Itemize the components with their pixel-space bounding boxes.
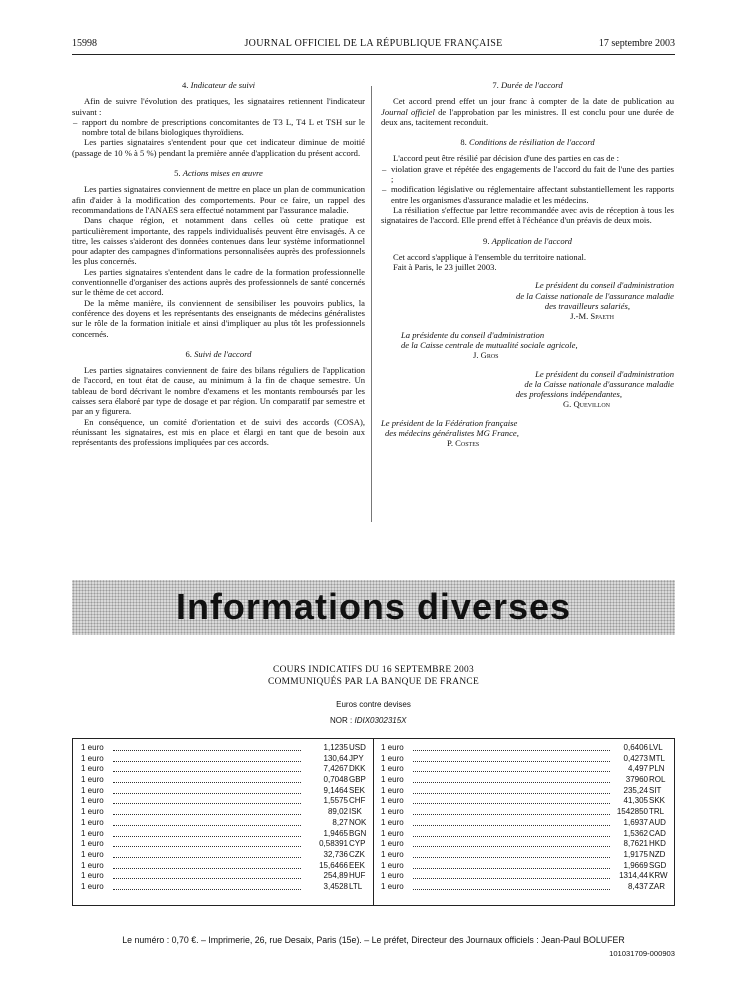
currency-code: TRL bbox=[649, 807, 665, 817]
rate-value: 0,7048 bbox=[323, 775, 348, 785]
rate-value: 1,5362 bbox=[623, 828, 648, 838]
currency-code: DKK bbox=[349, 764, 366, 774]
rate-value: 32,736 bbox=[323, 849, 348, 859]
rate-value: 254,89 bbox=[323, 871, 348, 881]
rate-row bbox=[381, 754, 671, 765]
exchange-rates-table bbox=[72, 738, 675, 906]
section-5-paragraph: De la même manière, ils conviennent de sensibiliser les pouvoirs publics, la conférence des doyens et les représentants des enseignants de médecins généralistes sur le rôle de la formation initiale et ainsi d'impliquer au plus tôt les professionnels concernés. bbox=[72, 297, 365, 339]
rate-label: 1 euro bbox=[81, 871, 104, 881]
currency-code: KRW bbox=[649, 871, 668, 881]
section-8-list bbox=[381, 164, 674, 205]
dot-leader bbox=[413, 750, 610, 751]
rate-label: 1 euro bbox=[381, 871, 404, 881]
section-5-heading: 5. Actions mises en œuvre bbox=[174, 168, 263, 179]
currency-code: SEK bbox=[349, 785, 366, 795]
dot-leader bbox=[413, 836, 610, 837]
page-header bbox=[72, 38, 675, 55]
rate-row bbox=[81, 839, 371, 850]
section-6-paragraph: Les parties signataires conviennent de faire des bilans réguliers de l'application de l'accord, en tout état de cause, au minimum à la fin de chaque semestre. Un tableau de bord décrivant le nombre d'examens et les montants remboursés par les caisses sera élaboré par type de dosage et par région. Un comparatif par semestre et par an y figurera. bbox=[72, 365, 365, 417]
dot-leader bbox=[113, 771, 301, 772]
currency-code: MTL bbox=[649, 753, 665, 763]
rate-value: 41,305 bbox=[623, 796, 648, 806]
list-item: – violation grave et répétée des engagements de l'accord du fait de l'une des parties ; bbox=[381, 164, 674, 185]
rate-value: 0,6406 bbox=[623, 743, 648, 752]
rate-row bbox=[381, 861, 671, 872]
currency-code: USD bbox=[349, 743, 366, 752]
rates-column-left bbox=[81, 743, 371, 893]
rate-row bbox=[381, 786, 671, 797]
rate-row bbox=[81, 882, 371, 893]
list-item: – rapport du nombre de prescriptions concomitantes de T3 L, T4 L et TSH sur le nombre total de bilans biologiques thyroïdiens. bbox=[72, 117, 365, 138]
banner-title: Informations diverses bbox=[175, 586, 572, 627]
currency-code: AUD bbox=[649, 817, 666, 827]
rate-value: 89,02 bbox=[327, 807, 348, 817]
signature-block-canam: Le président du conseil d'administration de la Caisse nationale d'assurance maladie des professions indépendantes, G. Quevillon bbox=[381, 369, 674, 410]
rate-value: 1,6937 bbox=[623, 817, 648, 827]
left-column bbox=[72, 80, 365, 448]
rate-label: 1 euro bbox=[81, 860, 104, 870]
rate-label: 1 euro bbox=[81, 785, 104, 795]
rate-row bbox=[81, 796, 371, 807]
rate-label: 1 euro bbox=[381, 764, 404, 774]
currency-code: SKK bbox=[649, 796, 666, 806]
currency-code: PLN bbox=[649, 764, 665, 774]
dot-leader bbox=[413, 771, 610, 772]
rate-row bbox=[81, 786, 371, 797]
section-5-paragraph: Les parties signataires s'entendent dans le cadre de la formation professionnelle conventionnelle d'organiser des actions auprès des professionnels de santé concernés sur le thème de cet accord. bbox=[72, 266, 365, 298]
column-divider bbox=[371, 86, 372, 522]
rate-value: 8,27 bbox=[332, 817, 348, 827]
signatory-name: G. Quevillon bbox=[562, 399, 610, 410]
rate-label: 1 euro bbox=[81, 807, 104, 817]
section-7-paragraph: Cet accord prend effet un jour franc à compter de la date de publication au Journal officiel de l'approbation par les ministres. Il est conclu pour une durée de deux ans, tacitement reconduit. bbox=[381, 96, 674, 127]
journal-title: JOURNAL OFFICIEL DE LA RÉPUBLIQUE FRANÇAISE bbox=[244, 38, 503, 49]
dot-leader bbox=[113, 814, 301, 815]
rate-label: 1 euro bbox=[381, 743, 404, 752]
dot-leader bbox=[113, 803, 301, 804]
currency-code: CHF bbox=[349, 796, 366, 806]
currency-code: ISK bbox=[349, 807, 362, 817]
dot-leader bbox=[113, 857, 301, 858]
rate-row bbox=[81, 775, 371, 786]
rate-value: 9,1464 bbox=[323, 785, 348, 795]
rate-value: 37960 bbox=[625, 775, 648, 785]
dot-leader bbox=[113, 889, 301, 890]
currency-code: SIT bbox=[649, 785, 662, 795]
section-4-heading: 4. Indicateur de suivi bbox=[181, 80, 256, 90]
rate-row bbox=[81, 764, 371, 775]
rate-row bbox=[381, 839, 671, 850]
rate-row bbox=[381, 796, 671, 807]
issue-date: 17 septembre 2003 bbox=[598, 38, 675, 49]
rate-row bbox=[381, 764, 671, 775]
rate-label: 1 euro bbox=[81, 764, 104, 774]
right-column bbox=[381, 80, 674, 449]
currency-code: HUF bbox=[349, 871, 366, 881]
dot-leader bbox=[113, 846, 301, 847]
dot-leader bbox=[413, 793, 610, 794]
section-5-paragraph: Les parties signataires conviennent de mettre en place un plan de communication afin d'aider à la modification des comportements. Pour ce faire, un rappel des recommandations de l'ANAES sera effectué notamment par l'assurance maladie. bbox=[72, 184, 365, 215]
rate-row bbox=[81, 754, 371, 765]
print-code: 101031709-000903 bbox=[609, 949, 675, 958]
rate-label: 1 euro bbox=[381, 796, 404, 806]
page-number: 15998 bbox=[72, 38, 97, 49]
section-6-paragraph: En conséquence, un comité d'orientation et de suivi des accords (COSA), réunissant les signataires, est mis en place et élargi en tant que de besoin aux représentants des professions impliquées par ces accords. bbox=[72, 416, 365, 448]
rate-row bbox=[81, 829, 371, 840]
section-7-heading: 7. Durée de l'accord bbox=[492, 80, 563, 90]
rates-heading: COURS INDICATIFS DU 16 SEPTEMBRE 2003 COMMUNIQUÉS PAR LA BANQUE DE FRANCE bbox=[268, 665, 479, 687]
section-4-paragraph: Afin de suivre l'évolution des pratiques, les signataires retiennent l'indicateur suivant : bbox=[72, 96, 365, 117]
rate-label: 1 euro bbox=[81, 828, 104, 838]
rate-value: 1,1235 bbox=[323, 743, 348, 752]
rate-row bbox=[381, 818, 671, 829]
nor-reference: NOR : IDIX0302315X bbox=[330, 716, 407, 725]
section-9-heading: 9. Application de l'accord bbox=[483, 235, 572, 246]
rate-label: 1 euro bbox=[381, 828, 404, 838]
rates-subheading: Euros contre devises bbox=[336, 700, 411, 709]
section-9-paragraph: Cet accord s'applique à l'ensemble du territoire national. bbox=[393, 251, 587, 262]
dot-leader bbox=[413, 857, 610, 858]
currency-code: HKD bbox=[649, 839, 666, 849]
currency-code: LTL bbox=[349, 881, 363, 891]
currency-code: CAD bbox=[649, 828, 666, 838]
rate-label: 1 euro bbox=[381, 817, 404, 827]
rate-row bbox=[381, 871, 671, 882]
section-4-paragraph: Les parties signataires s'entendent pour que cet indicateur diminue de moitié (passage de 10 % à 5 %) pendant la première année d'application du présent accord. bbox=[72, 137, 365, 158]
rate-value: 235,24 bbox=[623, 785, 648, 795]
rate-label: 1 euro bbox=[381, 839, 404, 849]
dot-leader bbox=[413, 889, 610, 890]
rate-label: 1 euro bbox=[81, 796, 104, 806]
rate-value: 1,9175 bbox=[623, 849, 648, 859]
currency-code: CZK bbox=[349, 849, 365, 859]
rate-row bbox=[81, 807, 371, 818]
rate-value: 1,9669 bbox=[623, 860, 648, 870]
rate-row bbox=[81, 861, 371, 872]
rate-label: 1 euro bbox=[381, 849, 404, 859]
page-footer: Le numéro : 0,70 €. – Imprimerie, 26, rue Desaix, Paris (15e). – Le préfet, Directeur des Journaux officiels : Jean-Paul BOLUFER bbox=[122, 935, 625, 945]
rate-value: 1314,44 bbox=[619, 871, 648, 881]
rate-row bbox=[381, 775, 671, 786]
rate-label: 1 euro bbox=[81, 743, 104, 752]
rate-value: 8,7621 bbox=[623, 839, 648, 849]
rate-row bbox=[381, 829, 671, 840]
signing-place-date: Fait à Paris, le 23 juillet 2003. bbox=[393, 262, 497, 273]
section-6-heading: 6. Suivi de l'accord bbox=[185, 348, 252, 359]
dot-leader bbox=[413, 825, 610, 826]
dot-leader bbox=[113, 836, 301, 837]
rate-label: 1 euro bbox=[381, 860, 404, 870]
table-divider bbox=[373, 739, 374, 905]
currency-code: GBP bbox=[349, 775, 366, 785]
currency-code: SGD bbox=[649, 860, 667, 870]
list-item: – modification législative ou réglementaire affectant substantiellement les rapports entre les organismes d'assurance maladie et les médecins. bbox=[381, 184, 674, 205]
rate-label: 1 euro bbox=[81, 881, 104, 891]
rate-row bbox=[381, 882, 671, 893]
rate-label: 1 euro bbox=[81, 839, 104, 849]
dot-leader bbox=[113, 868, 301, 869]
section-8-paragraph: L'accord peut être résilié par décision d'une des parties en cas de : bbox=[393, 153, 619, 164]
dot-leader bbox=[113, 782, 301, 783]
rate-row bbox=[81, 743, 371, 754]
dot-leader bbox=[413, 846, 610, 847]
rate-label: 1 euro bbox=[81, 849, 104, 859]
currency-code: LVL bbox=[649, 743, 663, 752]
signatory-name: J.-M. Spaeth bbox=[570, 311, 614, 322]
currency-code: BGN bbox=[349, 828, 367, 838]
rate-value: 1542850 bbox=[616, 807, 648, 817]
signature-block-mg-france: Le président de la Fédération française des médecins généralistes MG France, P. Costes bbox=[381, 418, 674, 449]
section-8-heading: 8. Conditions de résiliation de l'accord bbox=[460, 137, 595, 148]
rate-label: 1 euro bbox=[381, 785, 404, 795]
currency-code: JPY bbox=[349, 753, 364, 763]
rate-label: 1 euro bbox=[381, 775, 404, 785]
rate-label: 1 euro bbox=[81, 753, 104, 763]
currency-code: NOK bbox=[349, 817, 367, 827]
dot-leader bbox=[413, 782, 610, 783]
rate-label: 1 euro bbox=[381, 881, 404, 891]
rate-value: 130,64 bbox=[323, 753, 348, 763]
currency-code: NZD bbox=[649, 849, 666, 859]
rate-label: 1 euro bbox=[81, 775, 104, 785]
dot-leader bbox=[113, 793, 301, 794]
currency-code: ROL bbox=[649, 775, 666, 785]
rate-value: 8,437 bbox=[627, 881, 648, 891]
signatory-name: P. Costes bbox=[447, 438, 480, 449]
currency-code: EEK bbox=[349, 860, 366, 870]
rate-value: 3,4528 bbox=[323, 881, 348, 891]
section-banner bbox=[72, 580, 675, 635]
rate-row bbox=[381, 807, 671, 818]
section-8-paragraph: La résiliation s'effectue par lettre recommandée avec avis de réception à tous les signataires de l'accord. Elle prend effet à l'échéance d'un préavis de deux mois. bbox=[381, 204, 674, 226]
dot-leader bbox=[413, 803, 610, 804]
rates-column-right bbox=[381, 743, 671, 893]
dot-leader bbox=[113, 878, 301, 879]
signatory-name: J. Gros bbox=[473, 350, 499, 361]
section-5-paragraph: Dans chaque région, et notamment dans celles où cette pratique est particulièrement importante, des rappels individualisés peuvent être envisagés. A ce titre, les caisses s'aideront des données contenues dans leur système informationnel pour adapter des campagnes d'informations personnalisées auprès des professionnels les plus concernés. bbox=[72, 215, 365, 267]
dot-leader bbox=[113, 761, 301, 762]
signature-block-ccmsa: La présidente du conseil d'administration de la Caisse centrale de mutualité sociale agricole, J. Gros bbox=[381, 330, 674, 361]
rate-label: 1 euro bbox=[381, 753, 404, 763]
rate-value: 1,5575 bbox=[323, 796, 348, 806]
rate-value: 0,58391 bbox=[319, 839, 348, 849]
rate-label: 1 euro bbox=[381, 807, 404, 817]
dot-leader bbox=[413, 868, 610, 869]
rate-value: 0,4273 bbox=[623, 753, 648, 763]
rate-row bbox=[81, 871, 371, 882]
rate-row bbox=[381, 850, 671, 861]
currency-code: CYP bbox=[349, 839, 366, 849]
rate-label: 1 euro bbox=[81, 817, 104, 827]
rate-value: 7,4267 bbox=[323, 764, 348, 774]
rate-row bbox=[381, 743, 671, 754]
dot-leader bbox=[413, 814, 610, 815]
rate-row bbox=[81, 818, 371, 829]
dot-leader bbox=[113, 825, 301, 826]
section-4-list bbox=[72, 117, 365, 138]
rate-value: 15,6466 bbox=[319, 860, 348, 870]
dot-leader bbox=[413, 878, 610, 879]
signature-block-cnamts: Le président du conseil d'administration de la Caisse nationale de l'assurance maladie des travailleurs salariés, J.-M. Spaeth bbox=[381, 280, 674, 321]
rate-value: 1,9465 bbox=[323, 828, 348, 838]
rate-row bbox=[81, 850, 371, 861]
rate-value: 4,497 bbox=[627, 764, 648, 774]
dot-leader bbox=[413, 761, 610, 762]
dot-leader bbox=[113, 750, 301, 751]
currency-code: ZAR bbox=[649, 881, 665, 891]
